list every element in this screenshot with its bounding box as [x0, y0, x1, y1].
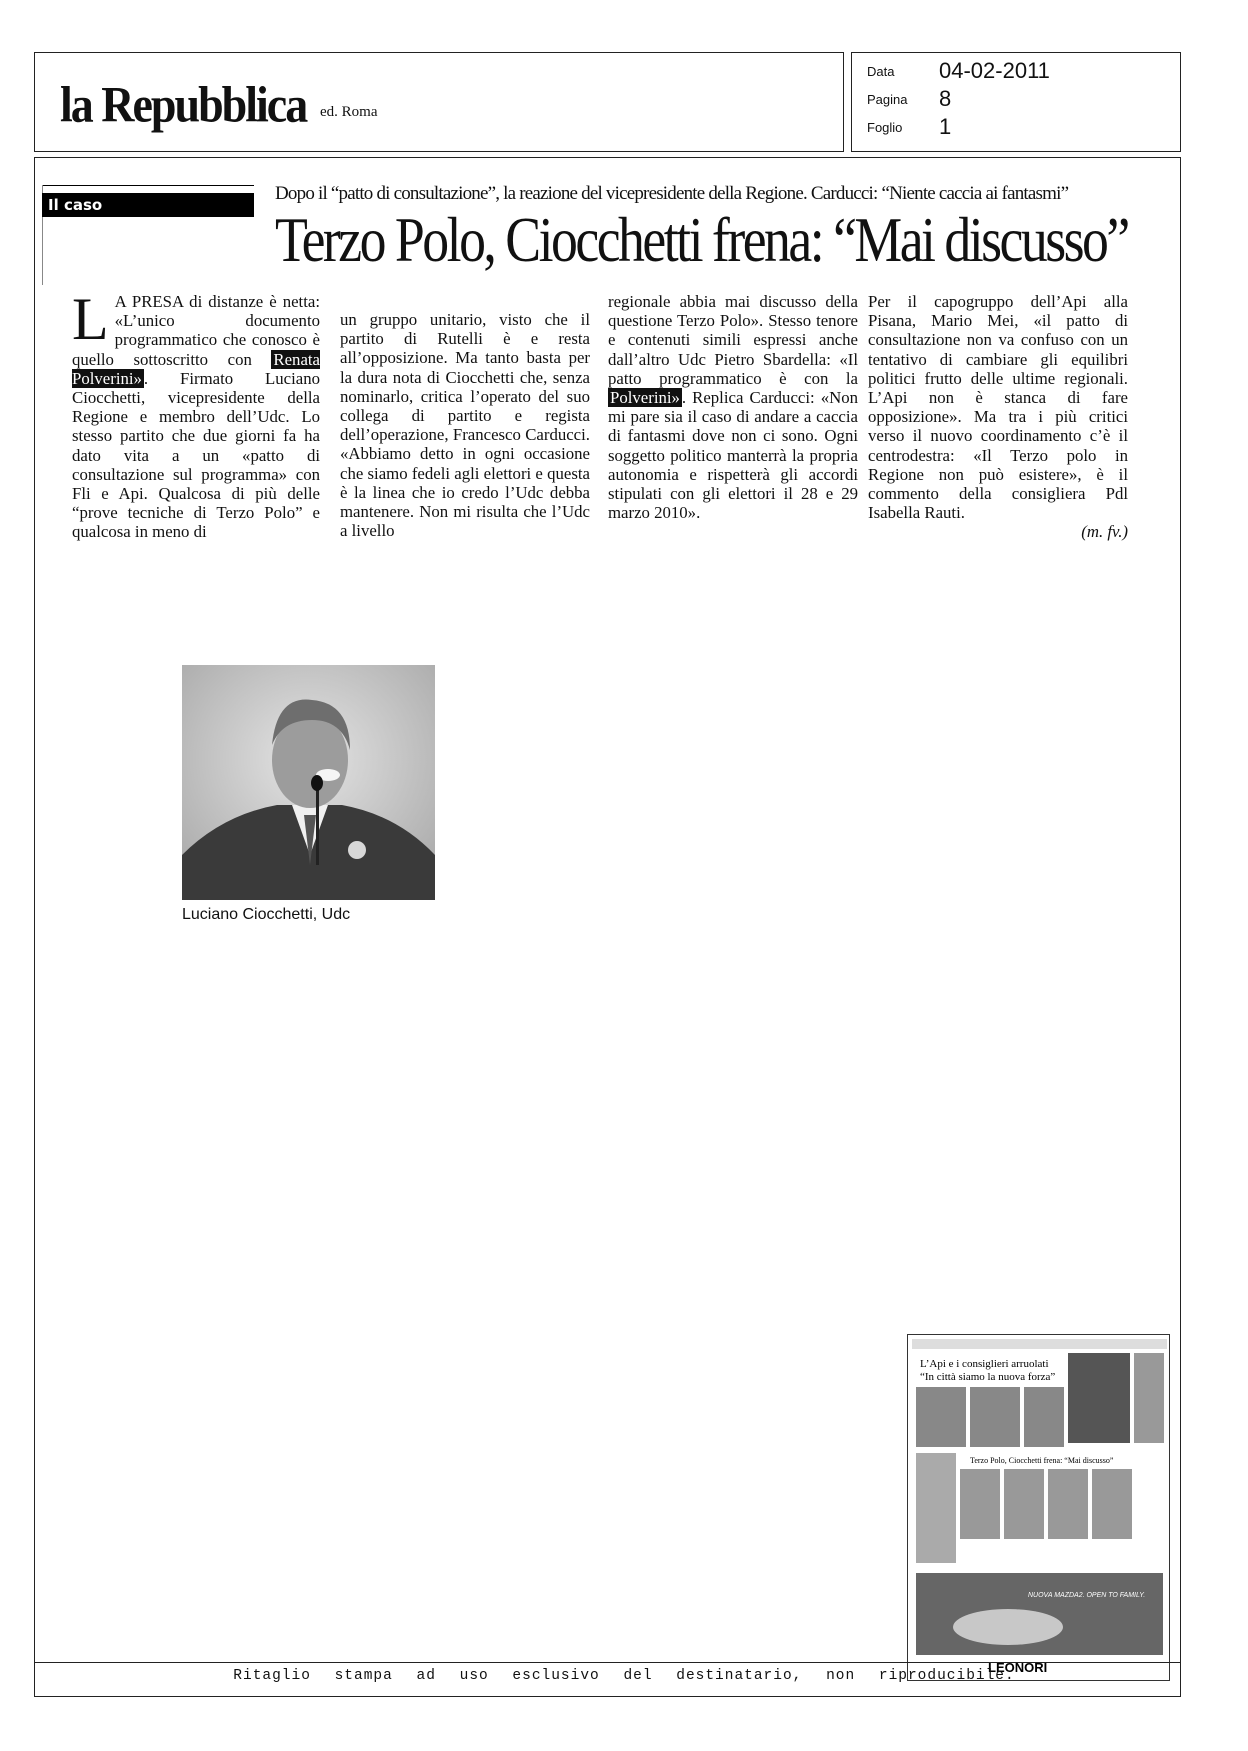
sheet-value: 1	[939, 114, 952, 139]
thumb-headline-1: L’Api e i consiglieri arruolati	[920, 1358, 1049, 1370]
page-label: Pagina	[867, 92, 908, 107]
photo-caption: Luciano Ciocchetti, Udc	[182, 906, 351, 923]
article-column-1	[72, 286, 320, 542]
footer-notice: Ritaglio stampa ad uso esclusivo del destinatario, non riproducibile.	[233, 1668, 1015, 1684]
col3-text-a: regionale abbia mai discusso della questione Terzo Polo». Stesso tenore e contenuti simili espressi anche dall’altro Udc Pietro Sbardella: «Il patto programmatico è con la	[608, 292, 858, 388]
article-column-3	[608, 292, 858, 522]
kicker-rule	[42, 185, 254, 186]
sheet-label: Foglio	[867, 120, 903, 135]
article-column-4	[868, 292, 1128, 542]
col3-text-b: . Replica Carducci: «Non mi pare sia il caso di andare a caccia di fantasmi dove non ci sono. Ogni soggetto politico manterrà la propria autonomia e rispetterà gli accordi stipulati con gli elettori il 28 e 29 marzo 2010».	[608, 388, 858, 523]
thumbnail-illustration	[908, 1335, 1170, 1681]
thumb-article-title: Terzo Polo, Ciocchetti frena: “Mai discusso”	[970, 1456, 1114, 1465]
article-overline: Dopo il “patto di consultazione”, la reazione del vicepresidente della Regione. Carducci: “Niente caccia ai fantasmi”	[275, 183, 1069, 204]
portrait-illustration	[182, 665, 435, 900]
edition-label: ed. Roma	[320, 104, 378, 120]
drop-cap: L	[72, 286, 109, 352]
article-headline: Terzo Polo, Ciocchetti frena: “Mai discusso”	[275, 204, 1128, 275]
section-kicker: Il caso	[42, 193, 254, 217]
highlight-polverini-1: Renata Polverini»	[72, 349, 320, 388]
col1-text-b: . Firmato Luciano Ciocchetti, vicepresidente della Regione e membro dell’Udc. Lo stesso partito che due giorni fa ha dato vita a un «patto di consultazione sul programma» con Fli e Api. Qualcosa di più delle “prove tecniche di Terzo Polo” e qualcosa in meno di	[72, 368, 320, 542]
masthead-logo: la Repubblica	[60, 76, 307, 133]
date-label: Data	[867, 64, 895, 79]
col4-text: Per il capogruppo dell’Api alla Pisana, Mario Mei, «il patto di consultazione non va confuso con un tentativo di cambiare gli equilibri politici frutto delle ultime regionali. L’Api non è stanca di fare opposizione». Ma tra i più critici verso il nuovo coordinamento c’è il centrodestra: «Il Terzo polo in Regione non può esistere», è il commento della consigliera Pdl Isabella Rauti.	[868, 292, 1128, 523]
article-column-2: un gruppo unitario, visto che il partito di Rutelli è e resta all’opposizione. Ma tanto basta per la dura nota di Ciocchetti che, senza nominarlo, critica l’operato del suo collega di partito e regista dell’operazione, Francesco Carducci. «Abbiamo detto in ogni occasione che siamo fedeli agli elettori e questa è la linea che io credo l’Udc debba mantenere. Non mi risulta che l’Udc a livello	[340, 310, 590, 541]
highlight-polverini-2: Polverini»	[610, 388, 680, 408]
page-value: 8	[939, 86, 952, 111]
thumb-ad-brand: LEONORI	[988, 1660, 1048, 1675]
thumb-ad-slogan: NUOVA MAZDA2. OPEN TO FAMILY.	[1028, 1592, 1146, 1599]
date-value: 04-02-2011	[939, 58, 1050, 83]
article-signature: (m. fv.)	[1081, 522, 1128, 542]
page-thumbnail	[907, 1334, 1170, 1681]
thumb-headline-2: “In città siamo la nuova forza”	[920, 1371, 1056, 1383]
portrait-photo	[182, 665, 435, 900]
col1-text-a: A PRESA di distanze è netta: «L’unico documento programmatico che conosco è quello sottoscritto con	[72, 292, 320, 369]
